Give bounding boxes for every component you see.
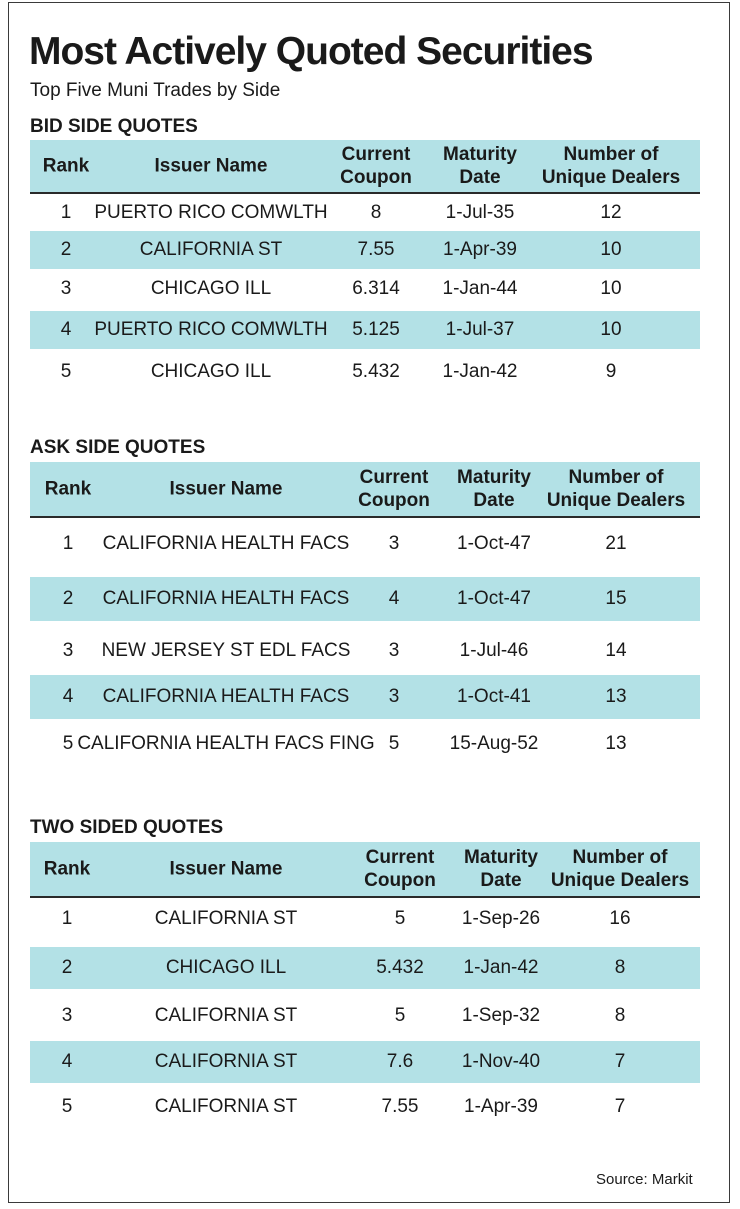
cell-unique-dealers: 21 <box>605 533 627 554</box>
header-line: Date <box>473 490 515 511</box>
table-row <box>30 311 700 349</box>
cell-current-coupon: 7.55 <box>381 1096 419 1117</box>
cell-rank: 5 <box>60 361 72 382</box>
cell-rank: 5 <box>62 733 74 754</box>
cell-rank: 1 <box>60 202 72 223</box>
table-row <box>30 675 700 719</box>
cell-current-coupon: 5 <box>394 908 406 929</box>
header-issuer-name <box>154 155 267 178</box>
cell-issuer-name: CALIFORNIA HEALTH FACS FING <box>77 733 375 754</box>
header-line: Issuer Name <box>169 858 283 880</box>
cell-current-coupon: 5.432 <box>376 957 424 978</box>
cell-rank: 1 <box>62 533 74 554</box>
cell-issuer-name: CALIFORNIA HEALTH FACS <box>102 686 350 707</box>
table-row <box>30 231 700 269</box>
header-maturity-date <box>443 143 517 189</box>
cell-issuer-name: CALIFORNIA ST <box>154 1096 298 1117</box>
cell-rank: 5 <box>61 1096 73 1117</box>
cell-current-coupon: 3 <box>388 686 400 707</box>
cell-maturity-date: 1-Oct-41 <box>457 686 531 707</box>
header-line: Unique Dealers <box>541 167 681 188</box>
header-line: Number of <box>568 467 664 488</box>
cell-rank: 4 <box>62 686 74 707</box>
table-row <box>30 947 700 989</box>
cell-unique-dealers: 10 <box>600 278 622 299</box>
cell-current-coupon: 4 <box>388 588 400 609</box>
cell-rank: 1 <box>61 908 73 929</box>
cell-maturity-date: 1-Jul-37 <box>445 319 515 340</box>
cell-current-coupon: 3 <box>388 640 400 661</box>
header-issuer-name <box>169 858 282 881</box>
header-line: Number of <box>563 144 659 165</box>
cell-unique-dealers: 8 <box>614 957 626 978</box>
header-line: Coupon <box>358 490 430 511</box>
cell-unique-dealers: 13 <box>605 733 627 754</box>
cell-maturity-date: 1-Sep-26 <box>461 908 541 929</box>
cell-maturity-date: 1-Sep-32 <box>461 1005 541 1026</box>
cell-maturity-date: 1-Nov-40 <box>461 1051 541 1072</box>
table-row <box>30 995 700 1037</box>
table-row <box>30 194 700 232</box>
table-row <box>30 522 700 566</box>
cell-maturity-date: 15-Aug-52 <box>449 733 539 754</box>
header-line: Rank <box>44 478 92 500</box>
table-row <box>30 270 700 308</box>
header-rank <box>45 478 91 501</box>
cell-maturity-date: 1-Jul-35 <box>445 202 515 223</box>
header-line: Maturity <box>464 847 538 868</box>
source-note: Source: Markit <box>596 1171 693 1188</box>
header-rank <box>43 155 89 178</box>
cell-current-coupon: 8 <box>370 202 382 223</box>
cell-issuer-name: PUERTO RICO COMWLTH <box>94 202 328 223</box>
cell-current-coupon: 5 <box>388 733 400 754</box>
header-line: Unique Dealers <box>550 870 690 891</box>
header-line: Current <box>365 847 435 868</box>
cell-maturity-date: 1-Oct-47 <box>457 533 531 554</box>
cell-unique-dealers: 12 <box>600 202 622 223</box>
section-title: BID SIDE QUOTES <box>30 116 198 137</box>
cell-rank: 2 <box>60 239 72 260</box>
header-unique-dealers <box>542 143 680 189</box>
table-header <box>30 842 700 898</box>
cell-issuer-name: PUERTO RICO COMWLTH <box>94 319 328 340</box>
cell-issuer-name: CHICAGO ILL <box>165 957 287 978</box>
cell-rank: 4 <box>60 319 72 340</box>
cell-unique-dealers: 10 <box>600 239 622 260</box>
table-header <box>30 462 700 518</box>
table-row <box>30 898 700 940</box>
header-unique-dealers <box>551 846 689 892</box>
cell-current-coupon: 5.125 <box>352 319 400 340</box>
cell-maturity-date: 1-Jan-42 <box>442 361 518 382</box>
header-line: Rank <box>42 155 90 177</box>
cell-maturity-date: 1-Jul-46 <box>459 640 529 661</box>
cell-maturity-date: 1-Jan-42 <box>463 957 539 978</box>
table-row <box>30 353 700 391</box>
cell-maturity-date: 1-Apr-39 <box>443 239 517 260</box>
header-line: Current <box>341 144 411 165</box>
header-line: Date <box>459 167 501 188</box>
header-line: Unique Dealers <box>546 490 686 511</box>
section-title: TWO SIDED QUOTES <box>30 817 224 838</box>
cell-rank: 2 <box>62 588 74 609</box>
header-current-coupon <box>364 846 436 892</box>
cell-rank: 4 <box>61 1051 73 1072</box>
cell-current-coupon: 3 <box>388 533 400 554</box>
page-subtitle: Top Five Muni Trades by Side <box>30 80 281 101</box>
cell-unique-dealers: 9 <box>605 361 617 382</box>
header-maturity-date <box>464 846 538 892</box>
header-line: Coupon <box>340 167 412 188</box>
cell-issuer-name: CHICAGO ILL <box>150 361 272 382</box>
cell-unique-dealers: 15 <box>605 588 627 609</box>
table-row <box>30 722 700 766</box>
table-header <box>30 140 700 194</box>
cell-current-coupon: 7.55 <box>357 239 395 260</box>
table-row <box>30 577 700 621</box>
header-current-coupon <box>340 143 412 189</box>
cell-current-coupon: 5 <box>394 1005 406 1026</box>
cell-rank: 3 <box>61 1005 73 1026</box>
cell-unique-dealers: 7 <box>614 1051 626 1072</box>
page-title: Most Actively Quoted Securities <box>29 30 593 73</box>
header-line: Number of <box>572 847 668 868</box>
cell-maturity-date: 1-Apr-39 <box>464 1096 538 1117</box>
header-maturity-date <box>457 466 531 512</box>
header-line: Date <box>480 870 522 891</box>
cell-issuer-name: CALIFORNIA ST <box>154 908 298 929</box>
header-line: Maturity <box>457 467 531 488</box>
cell-issuer-name: CALIFORNIA HEALTH FACS <box>102 588 350 609</box>
header-line: Rank <box>43 858 91 880</box>
header-current-coupon <box>358 466 430 512</box>
cell-issuer-name: CALIFORNIA ST <box>139 239 283 260</box>
cell-issuer-name: CALIFORNIA ST <box>154 1051 298 1072</box>
cell-unique-dealers: 10 <box>600 319 622 340</box>
table-row <box>30 1041 700 1083</box>
cell-rank: 2 <box>61 957 73 978</box>
cell-unique-dealers: 13 <box>605 686 627 707</box>
cell-maturity-date: 1-Jan-44 <box>442 278 518 299</box>
header-rank <box>44 858 90 881</box>
cell-unique-dealers: 7 <box>614 1096 626 1117</box>
header-issuer-name <box>169 478 282 501</box>
cell-unique-dealers: 16 <box>609 908 631 929</box>
cell-issuer-name: NEW JERSEY ST EDL FACS <box>101 640 351 661</box>
cell-current-coupon: 7.6 <box>386 1051 414 1072</box>
cell-current-coupon: 5.432 <box>352 361 400 382</box>
header-line: Current <box>359 467 429 488</box>
header-unique-dealers <box>547 466 685 512</box>
cell-rank: 3 <box>62 640 74 661</box>
table-row <box>30 1086 700 1128</box>
cell-current-coupon: 6.314 <box>352 278 400 299</box>
header-line: Issuer Name <box>154 155 268 177</box>
cell-issuer-name: CHICAGO ILL <box>150 278 272 299</box>
header-line: Coupon <box>364 870 436 891</box>
cell-maturity-date: 1-Oct-47 <box>457 588 531 609</box>
cell-issuer-name: CALIFORNIA ST <box>154 1005 298 1026</box>
table-row <box>30 629 700 673</box>
header-line: Maturity <box>443 144 517 165</box>
cell-unique-dealers: 8 <box>614 1005 626 1026</box>
header-line: Issuer Name <box>169 478 283 500</box>
cell-unique-dealers: 14 <box>605 640 627 661</box>
section-title: ASK SIDE QUOTES <box>30 437 206 458</box>
cell-rank: 3 <box>60 278 72 299</box>
cell-issuer-name: CALIFORNIA HEALTH FACS <box>102 533 350 554</box>
